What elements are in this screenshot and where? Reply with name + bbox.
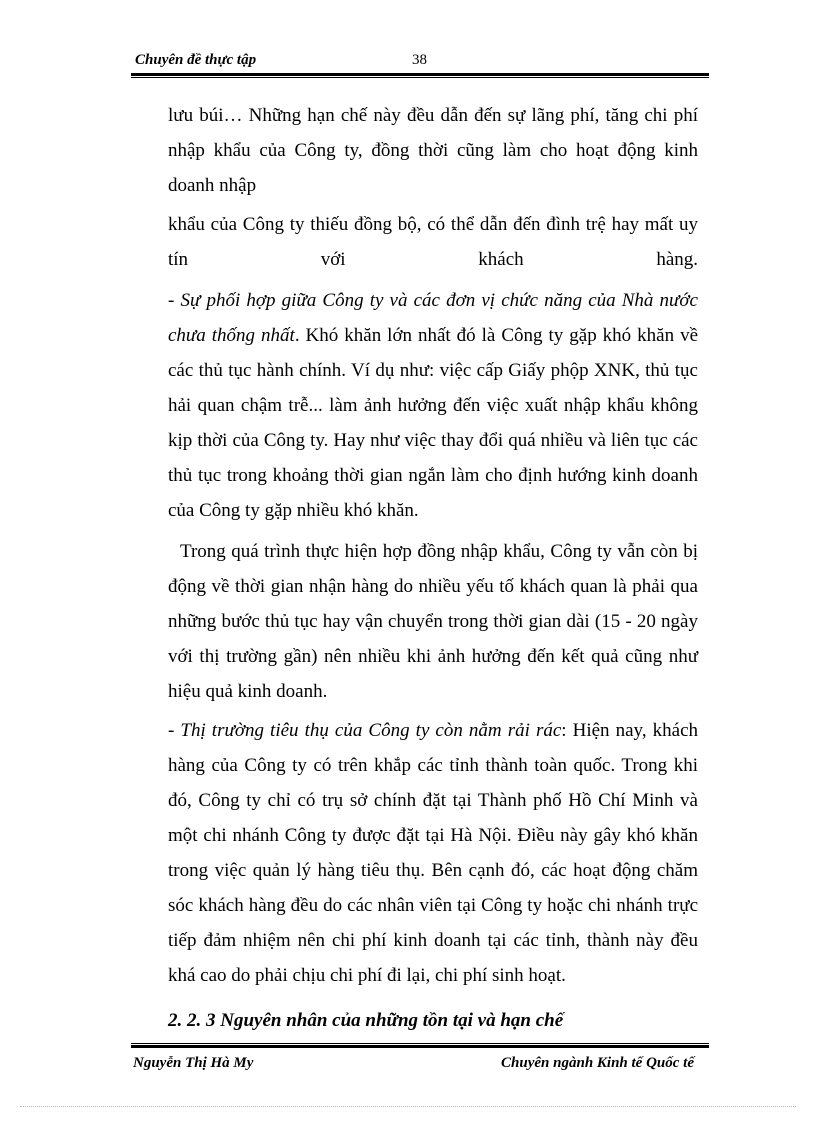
paragraph-text: : Hiện nay, khách hàng của Công ty có trên khắp các tỉnh thành toàn quốc. Trong khi đó, Công ty chỉ có trụ sở chính đặt tại Thành phố Hồ Chí Minh và một chi nhánh Công ty được đặt tại Hà Nội. Điều này gây khó khăn trong việc quản lý hàng tiêu thụ. Bên cạnh đó, các hoạt động chăm sóc khách hàng đều do các nhân viên tại Công ty hoặc chi nhánh trực tiếp đảm nhiệm nên chi phí kinh doanh tại các tỉnh, thành này đều khá cao do phải chịu chi phí đi lại, chi phí sinh hoạt.: [168, 720, 698, 986]
author-name: Nguyễn Thị Hà My: [133, 1055, 254, 1071]
page-number: 38: [412, 52, 427, 68]
italic-lead: - Sự phối hợp giữa Công ty và các đơn vị chức năng của Nhà nước chưa thống nhất: [168, 290, 698, 346]
header-rule: [131, 73, 709, 79]
paragraph-text: . Khó khăn lớn nhất đó là Công ty gặp khó khăn về các thủ tục hành chính. Ví dụ như: việc cấp Giấy phộp XNK, thủ tục hải quan chậm trễ... làm ảnh hưởng đến việc xuất nhập khẩu không kịp thời của Công ty. Hay như việc thay đổi quá nhiều và liên tục các thủ tục trong khoảng thời gian ngắn làm cho định hướng kinh doanh của Công ty gặp nhiều khó khăn.: [168, 325, 699, 521]
italic-lead: - Thị trường tiêu thụ của Công ty còn nằm rải rác: [168, 720, 562, 741]
major-name: Chuyên ngành Kinh tế Quốc tế: [501, 1055, 694, 1071]
document-title: Chuyên đề thực tập: [135, 52, 257, 68]
paragraph: lưu búi… Những hạn chế này đều dẫn đến sự lãng phí, tăng chi phí nhập khẩu của Công ty, đồng thời cũng làm cho hoạt động kinh doanh nhập: [168, 105, 698, 196]
paragraph: [168, 283, 698, 528]
paragraph: Trong quá trình thực hiện hợp đồng nhập khẩu, Công ty vẫn còn bị động về thời gian nhận hàng do nhiều yếu tố khách quan là phải qua những bước thủ tục hay vận chuyển trong thời gian dài (15 - 20 ngày với thị trường gần) nên nhiều khi ảnh hưởng đến kết quả cũng như hiệu quả kinh doanh.: [168, 541, 698, 702]
paragraph: khẩu của Công ty thiếu đồng bộ, có thể dẫn đến đình trệ hay mất uy tín với khách hàng.: [168, 214, 698, 270]
section-heading: 2. 2. 3 Nguyên nhân của những tồn tại và hạn chế: [168, 1010, 564, 1031]
paragraph: [168, 713, 698, 993]
footer-rule: [131, 1043, 709, 1049]
page-break-line: [20, 1106, 796, 1107]
page-body: [168, 98, 698, 1038]
